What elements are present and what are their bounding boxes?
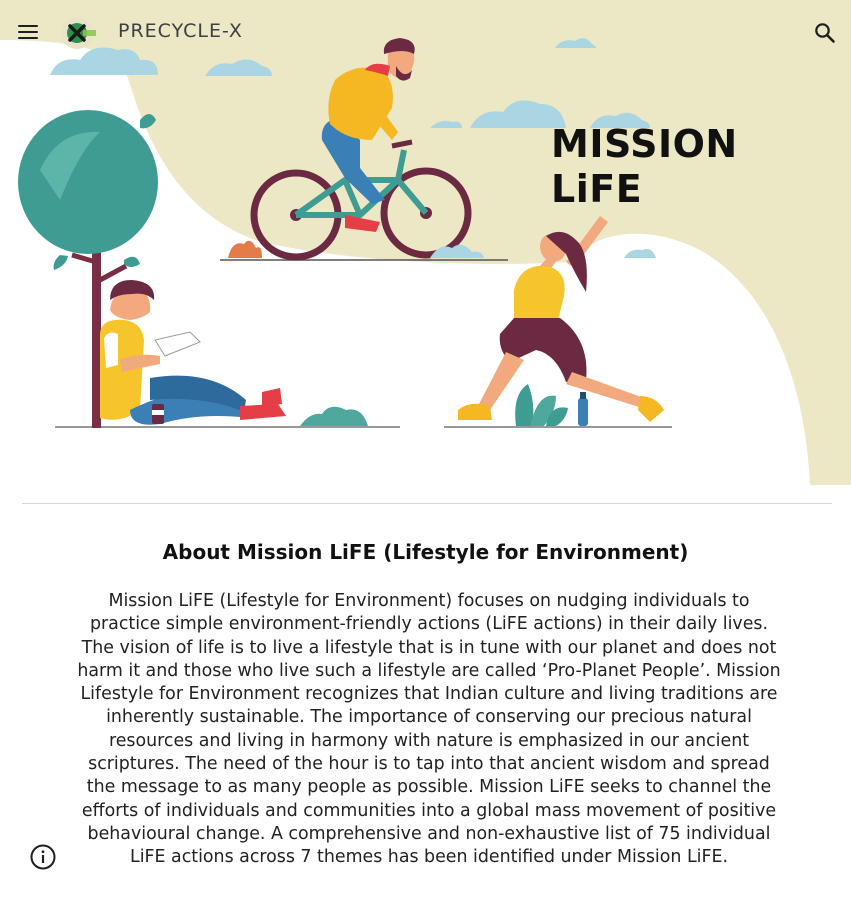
about-heading: About Mission LiFE (Lifestyle for Environment) <box>162 540 689 564</box>
menu-icon-bar <box>18 31 38 33</box>
hero-title-line-2: LiFE <box>551 167 643 211</box>
site-title[interactable]: PRECYCLE-X <box>118 20 243 42</box>
logo-icon[interactable] <box>57 15 97 51</box>
about-body: Mission LiFE (Lifestyle for Environment) focuses on nudging individuals to practice simple environment-friendly actions (LiFE actions) in their daily lives. The vision of life is to live a lifestyle that is in tune with our planet and does not harm it and those who live such a lifestyle are called ‘Pro-Planet People’. Mission Lifestyle for Environment recognizes that Indian culture and living traditions are inherently sustainable. The importance of conserving our precious natural resources and living in harmony with nature is emphasized in our ancient scriptures. The need of the hour is to tap into that ancient wisdom and spread the message to as many people as possible. Mission LiFE seeks to channel the efforts of individuals and communities into a global mass movement of positive behavioural change. A comprehensive and non-exhaustive list of 75 individual LiFE actions across 7 themes has been identified under Mission LiFE. <box>77 591 781 868</box>
logo-graphic <box>57 15 97 51</box>
reading-person <box>100 280 368 426</box>
hero-title-line-1: MISSION <box>551 122 738 166</box>
info-button[interactable] <box>28 842 58 872</box>
menu-icon-bar <box>18 37 38 39</box>
info-icon <box>28 842 58 872</box>
search-icon <box>810 18 840 48</box>
menu-icon <box>18 25 38 27</box>
search-button[interactable] <box>810 18 840 48</box>
top-app-bar <box>0 0 851 64</box>
section-divider <box>22 503 832 504</box>
hero-title <box>551 122 738 212</box>
menu-button[interactable] <box>12 18 44 46</box>
